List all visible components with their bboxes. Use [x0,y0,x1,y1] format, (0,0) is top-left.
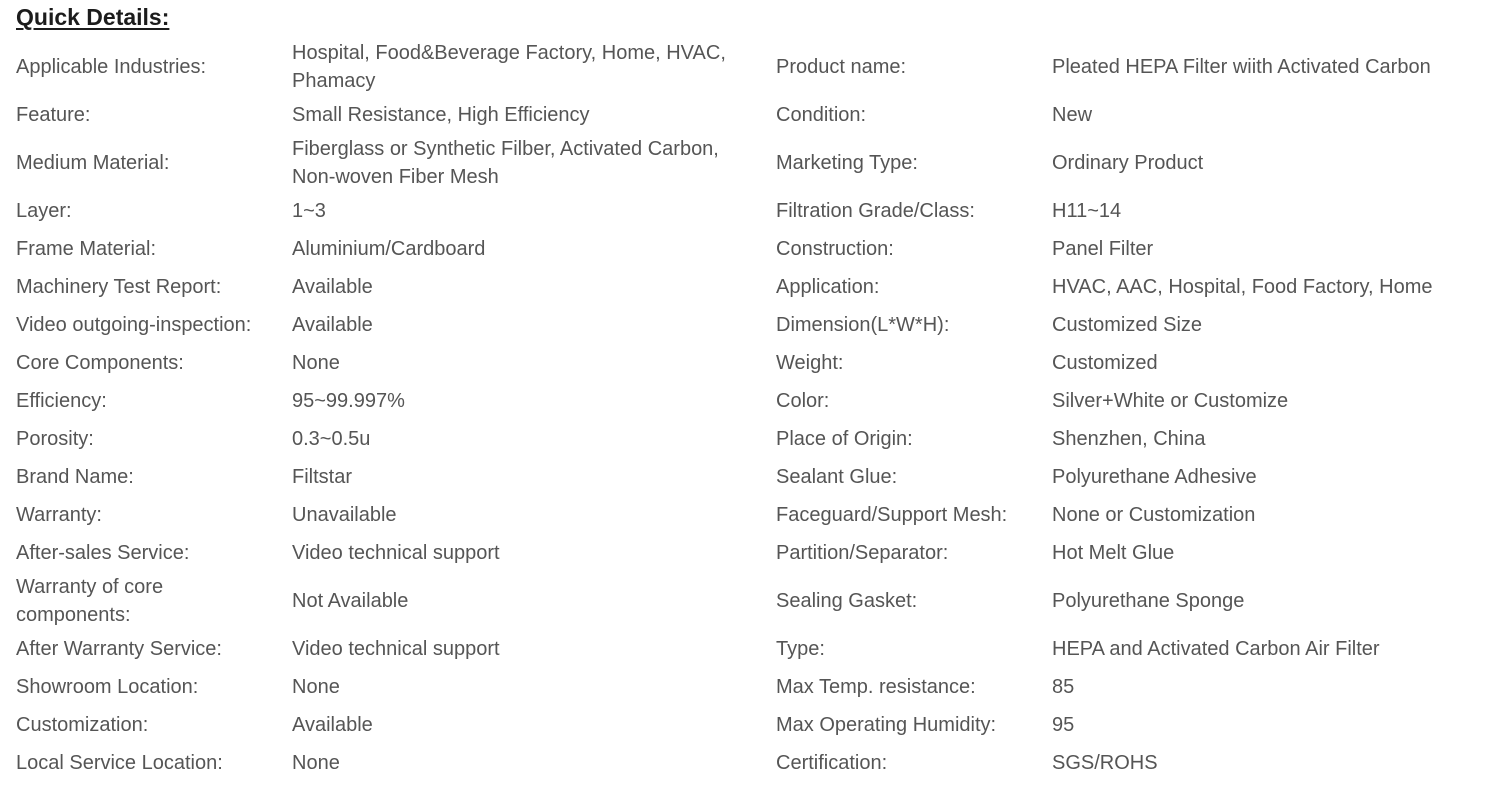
spec-label: Sealant Glue: [776,466,898,488]
table-row [0,306,1494,344]
spec-label: Efficiency: [16,390,107,412]
spec-label: Application: [776,276,880,298]
spec-label: Max Temp. resistance: [776,676,976,698]
spec-value: SGS/ROHS [1052,752,1158,774]
spec-label: Certification: [776,752,888,774]
spec-label: Dimension(L*W*H): [776,314,950,336]
spec-value: None [292,752,340,774]
spec-value: Customized Size [1052,314,1203,336]
spec-value: Filtstar [292,466,352,488]
table-row [0,706,1494,744]
spec-value: Available [292,314,373,336]
spec-value: Video technical support [292,542,500,564]
spec-label: Sealing Gasket: [776,590,918,612]
spec-label: Feature: [16,104,91,126]
spec-value: Ordinary Product [1052,152,1204,174]
spec-label: Partition/Separator: [776,542,949,564]
table-row [0,744,1494,782]
spec-label: Applicable Industries: [16,56,207,78]
table-row [0,344,1494,382]
spec-label: Customization: [16,714,149,736]
spec-label: Filtration Grade/Class: [776,200,975,222]
table-row [0,630,1494,668]
spec-label: Warranty of core components: [16,576,164,626]
table-row [0,96,1494,134]
spec-label: Brand Name: [16,466,134,488]
table-row [0,534,1494,572]
spec-label: Video outgoing-inspection: [16,314,252,336]
spec-value: New [1052,104,1093,126]
spec-label: Layer: [16,200,72,222]
spec-label: Faceguard/Support Mesh: [776,504,1008,526]
spec-value: Available [292,276,373,298]
spec-value: Unavailable [292,504,397,526]
spec-label: After-sales Service: [16,542,190,564]
spec-value: 95~99.997% [292,390,405,412]
spec-value: 95 [1052,714,1075,736]
spec-label: Warranty: [16,504,102,526]
spec-value: 1~3 [292,200,326,222]
table-row [0,382,1494,420]
table-row [0,458,1494,496]
spec-value: Small Resistance, High Efficiency [292,104,590,126]
spec-value: 0.3~0.5u [292,428,371,450]
spec-value: None [292,352,340,374]
spec-label: Core Components: [16,352,184,374]
spec-label: Local Service Location: [16,752,223,774]
spec-value: Silver+White or Customize [1052,390,1289,412]
spec-label: Frame Material: [16,238,157,260]
table-row [0,496,1494,534]
spec-value: Shenzhen, China [1052,428,1206,450]
spec-value: HEPA and Activated Carbon Air Filter [1052,638,1380,660]
spec-value: Fiberglass or Synthetic Filber, Activated Carbon, Non-woven Fiber Mesh [292,138,719,188]
spec-value: Polyurethane Sponge [1052,590,1245,612]
spec-label: Color: [776,390,830,412]
quick-details-table [0,38,1494,782]
spec-value: Customized [1052,352,1158,374]
spec-value: Aluminium/Cardboard [292,238,486,260]
table-row [0,572,1494,630]
spec-value: None [292,676,340,698]
spec-value: None or Customization [1052,504,1256,526]
table-row [0,134,1494,192]
spec-label: Place of Origin: [776,428,913,450]
spec-label: Max Operating Humidity: [776,714,997,736]
spec-value: Polyurethane Adhesive [1052,466,1257,488]
spec-value: Hot Melt Glue [1052,542,1175,564]
spec-value: Video technical support [292,638,500,660]
section-heading: Quick Details: [16,4,170,30]
spec-label: Construction: [776,238,894,260]
spec-value: H11~14 [1052,200,1122,222]
spec-label: Medium Material: [16,152,170,174]
spec-label: Type: [776,638,825,660]
spec-value: Panel Filter [1052,238,1154,260]
spec-label: After Warranty Service: [16,638,222,660]
spec-value: 85 [1052,676,1075,698]
spec-value: HVAC, AAC, Hospital, Food Factory, Home [1052,276,1433,298]
spec-label: Showroom Location: [16,676,199,698]
table-row [0,668,1494,706]
table-row [0,420,1494,458]
spec-label: Marketing Type: [776,152,918,174]
table-row [0,268,1494,306]
table-row [0,230,1494,268]
spec-value: Available [292,714,373,736]
spec-label: Machinery Test Report: [16,276,222,298]
spec-value: Not Available [292,590,409,612]
table-row [0,38,1494,96]
table-row [0,192,1494,230]
spec-label: Condition: [776,104,867,126]
spec-label: Product name: [776,56,907,78]
spec-value: Hospital, Food&Beverage Factory, Home, HVAC, Phamacy [292,42,726,92]
spec-label: Porosity: [16,428,94,450]
spec-value: Pleated HEPA Filter wiith Activated Carbon [1052,56,1431,78]
spec-label: Weight: [776,352,844,374]
